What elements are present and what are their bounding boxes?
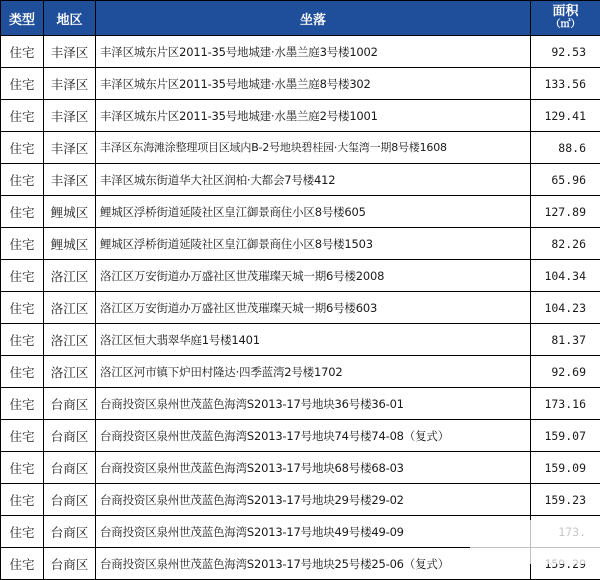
district-cell: 台商区 bbox=[44, 548, 96, 580]
type-cell: 住宅 bbox=[1, 228, 44, 260]
table-row bbox=[1, 36, 600, 68]
type-cell: 住宅 bbox=[1, 484, 44, 516]
header-row bbox=[1, 1, 600, 36]
area-cell: 159.07 bbox=[531, 420, 600, 452]
district-cell: 丰泽区 bbox=[44, 132, 96, 164]
district-cell: 洛江区 bbox=[44, 324, 96, 356]
area-cell: 129.41 bbox=[531, 100, 600, 132]
district-cell: 台商区 bbox=[44, 420, 96, 452]
header-type: 类型 bbox=[1, 1, 44, 36]
type-cell: 住宅 bbox=[1, 516, 44, 548]
type-cell: 住宅 bbox=[1, 36, 44, 68]
address-cell: 台商投资区泉州世茂蓝色海湾S2013-17号地块68号楼68-03 bbox=[96, 452, 531, 484]
type-cell: 住宅 bbox=[1, 324, 44, 356]
address-cell: 台商投资区泉州世茂蓝色海湾S2013-17号地块49号楼49-09 bbox=[96, 516, 531, 548]
watermark-overlay bbox=[470, 520, 600, 564]
type-cell: 住宅 bbox=[1, 68, 44, 100]
table-row bbox=[1, 164, 600, 196]
header-district: 地区 bbox=[44, 1, 96, 36]
address-cell: 丰泽区东海滩涂整理项目区域内B-2号地块碧桂园·大玺湾一期8号楼1608 bbox=[96, 132, 531, 164]
area-cell: 173.16 bbox=[531, 388, 600, 420]
address-cell: 台商投资区泉州世茂蓝色海湾S2013-17号地块29号楼29-02 bbox=[96, 484, 531, 516]
address-cell: 台商投资区泉州世茂蓝色海湾S2013-17号地块25号楼25-06（复式） bbox=[96, 548, 531, 580]
district-cell: 洛江区 bbox=[44, 292, 96, 324]
header-area-unit: （㎡） bbox=[531, 18, 600, 31]
district-cell: 台商区 bbox=[44, 516, 96, 548]
area-cell: 133.56 bbox=[531, 68, 600, 100]
table-row bbox=[1, 260, 600, 292]
type-cell: 住宅 bbox=[1, 420, 44, 452]
type-cell: 住宅 bbox=[1, 132, 44, 164]
table-row bbox=[1, 420, 600, 452]
address-cell: 洛江区河市镇下炉田村隆达·四季蓝湾2号楼1702 bbox=[96, 356, 531, 388]
type-cell: 住宅 bbox=[1, 356, 44, 388]
address-cell: 洛江区万安街道办万盛社区世茂璀璨天城一期6号楼2008 bbox=[96, 260, 531, 292]
district-cell: 丰泽区 bbox=[44, 100, 96, 132]
address-cell: 鲤城区浮桥街道延陵社区皇江御景商住小区8号楼1503 bbox=[96, 228, 531, 260]
address-cell: 台商投资区泉州世茂蓝色海湾S2013-17号地块74号楼74-08（复式） bbox=[96, 420, 531, 452]
address-cell: 丰泽区城东街道华大社区润柏·大都会7号楼412 bbox=[96, 164, 531, 196]
table-row bbox=[1, 196, 600, 228]
table-row bbox=[1, 324, 600, 356]
header-address: 坐落 bbox=[96, 1, 531, 36]
district-cell: 鲤城区 bbox=[44, 196, 96, 228]
header-area-label: 面积 bbox=[552, 4, 578, 19]
table-row bbox=[1, 132, 600, 164]
area-cell: 127.89 bbox=[531, 196, 600, 228]
type-cell: 住宅 bbox=[1, 196, 44, 228]
address-cell: 丰泽区城东片区2011-35号地城建·水墨兰庭2号楼1001 bbox=[96, 100, 531, 132]
area-cell: 159.23 bbox=[531, 484, 600, 516]
type-cell: 住宅 bbox=[1, 388, 44, 420]
type-cell: 住宅 bbox=[1, 452, 44, 484]
area-cell: 104.34 bbox=[531, 260, 600, 292]
area-cell: 65.96 bbox=[531, 164, 600, 196]
table-row bbox=[1, 228, 600, 260]
district-cell: 丰泽区 bbox=[44, 164, 96, 196]
address-cell: 洛江区万安街道办万盛社区世茂璀璨天城一期6号楼603 bbox=[96, 292, 531, 324]
type-cell: 住宅 bbox=[1, 100, 44, 132]
type-cell: 住宅 bbox=[1, 292, 44, 324]
area-cell: 159.09 bbox=[531, 452, 600, 484]
address-cell: 鲤城区浮桥街道延陵社区皇江御景商住小区8号楼605 bbox=[96, 196, 531, 228]
district-cell: 洛江区 bbox=[44, 356, 96, 388]
district-cell: 鲤城区 bbox=[44, 228, 96, 260]
district-cell: 台商区 bbox=[44, 484, 96, 516]
area-cell: 104.23 bbox=[531, 292, 600, 324]
table-row bbox=[1, 68, 600, 100]
area-cell: 92.69 bbox=[531, 356, 600, 388]
header-area bbox=[531, 1, 600, 36]
district-cell: 台商区 bbox=[44, 388, 96, 420]
address-cell: 台商投资区泉州世茂蓝色海湾S2013-17号地块36号楼36-01 bbox=[96, 388, 531, 420]
area-cell: 81.37 bbox=[531, 324, 600, 356]
table-row bbox=[1, 452, 600, 484]
address-cell: 洛江区恒大翡翠华庭1号楼1401 bbox=[96, 324, 531, 356]
table-row bbox=[1, 484, 600, 516]
type-cell: 住宅 bbox=[1, 548, 44, 580]
table-row bbox=[1, 388, 600, 420]
type-cell: 住宅 bbox=[1, 164, 44, 196]
address-cell: 丰泽区城东片区2011-35号地城建·水墨兰庭3号楼1002 bbox=[96, 36, 531, 68]
table-row bbox=[1, 100, 600, 132]
district-cell: 丰泽区 bbox=[44, 36, 96, 68]
district-cell: 丰泽区 bbox=[44, 68, 96, 100]
area-cell: 92.53 bbox=[531, 36, 600, 68]
table-row bbox=[1, 356, 600, 388]
district-cell: 洛江区 bbox=[44, 260, 96, 292]
type-cell: 住宅 bbox=[1, 260, 44, 292]
table-row bbox=[1, 292, 600, 324]
address-cell: 丰泽区城东片区2011-35号地城建·水墨兰庭8号楼302 bbox=[96, 68, 531, 100]
area-cell: 88.6 bbox=[531, 132, 600, 164]
area-cell: 82.26 bbox=[531, 228, 600, 260]
district-cell: 台商区 bbox=[44, 452, 96, 484]
